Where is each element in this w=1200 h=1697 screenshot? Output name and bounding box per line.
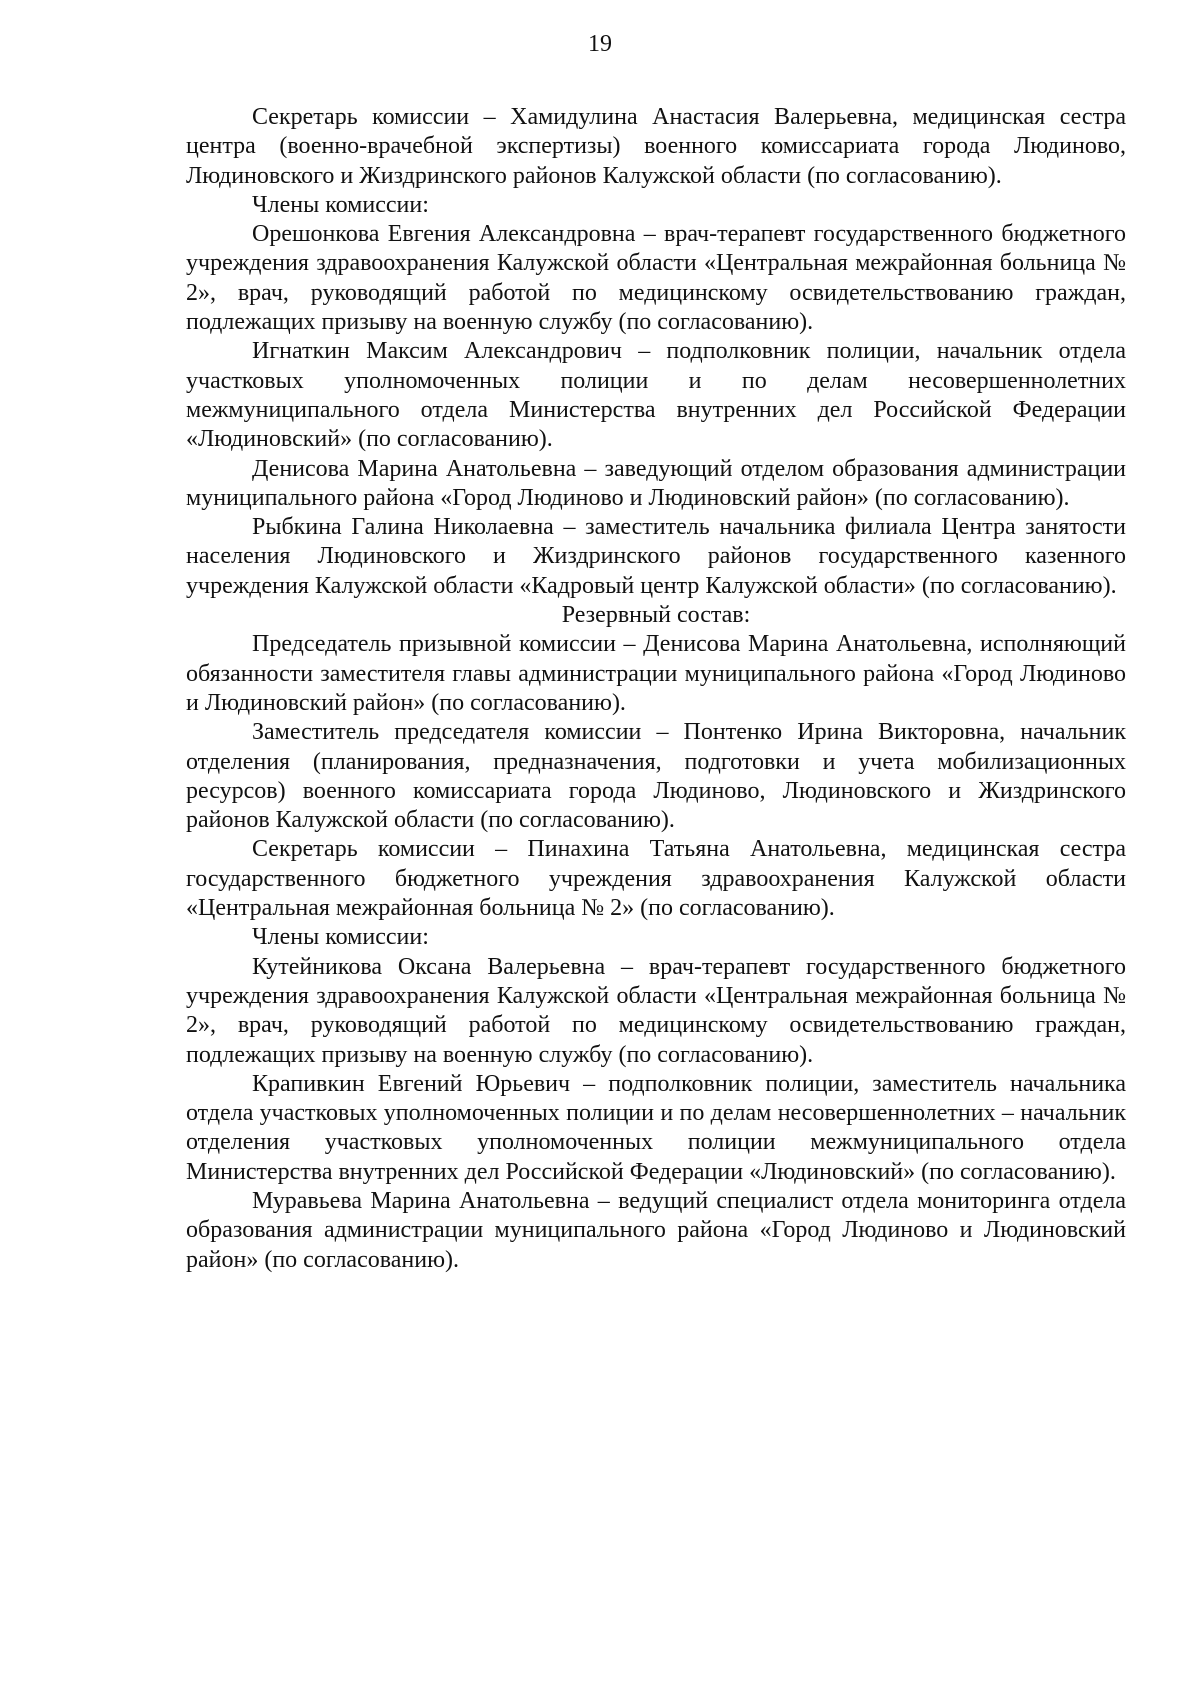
paragraph-member-denisova: Денисова Марина Анатольевна – заведующий отделом образования администрации муниципального района «Город Людиново и Людиновский район» (по согласованию). [186, 455, 1126, 511]
paragraph-reserve-member-kuteynikova: Кутейникова Оксана Валерьевна – врач-терапевт государственного бюджетного учреждения здравоохранения Калужской области «Центральная межрайонная больница № 2», врач, руководящий работой по медицинскому освидетельствованию граждан, подлежащих призыву на военную службу (по согласованию). [186, 953, 1126, 1068]
reserve-heading: Резервный состав: [561, 602, 751, 629]
paragraph-reserve-member-muravyeva: Муравьева Марина Анатольевна – ведущий специалист отдела мониторинга отдела образования администрации муниципального района «Город Людиново и Людиновский район» (по согласованию). [186, 1187, 1126, 1273]
paragraph-reserve-member-krapivkin: Крапивкин Евгений Юрьевич – подполковник полиции, заместитель начальника отдела участковых уполномоченных полиции и по делам несовершеннолетних – начальник отделения участковых уполномоченных полиции межмуниципального отдела Министерства внутренних дел Российской Федерации «Людиновский» (по согласованию). [186, 1070, 1126, 1185]
paragraph-member-rybkina: Рыбкина Галина Николаевна – заместитель начальника филиала Центра занятости населения Людиновского и Жиздринского районов государственного казенного учреждения Калужской области «Кадровый центр Калужской области» (по согласованию). [186, 514, 1126, 599]
paragraph-reserve-secretary: Секретарь комиссии – Пинахина Татьяна Анатольевна, медицинская сестра государственного бюджетного учреждения здравоохранения Калужской области «Центральная межрайонная больница № 2» (по согласованию). [186, 836, 1126, 922]
page-number: 19 [588, 31, 612, 57]
document-body [186, 103, 1126, 1275]
paragraph-reserve-chairman: Председатель призывной комиссии – Денисова Марина Анатольевна, исполняющий обязанности заместителя главы администрации муниципального района «Город Людиново и Людиновский район» (по согласованию). [186, 631, 1126, 716]
paragraph-members-heading: Члены комиссии: [252, 191, 429, 218]
paragraph-member-ignatkin: Игнаткин Максим Александрович – подполковник полиции, начальник отдела участковых уполномоченных полиции и по делам несовершеннолетних межмуниципального отдела Министерства внутренних дел Российской Федерации «Людиновский» (по согласованию). [186, 338, 1126, 453]
paragraph-main-secretary: Секретарь комиссии – Хамидулина Анастасия Валерьевна, медицинская сестра центра (военно-врачебной экспертизы) военного комиссариата города Людиново, Людиновского и Жиздринского районов Калужской области (по согласованию). [186, 104, 1126, 189]
paragraph-reserve-members-heading: Члены комиссии: [252, 924, 429, 951]
paragraph-reserve-deputy: Заместитель председателя комиссии – Понтенко Ирина Викторовна, начальник отделения (планирования, предназначения, подготовки и учета мобилизационных ресурсов) военного комиссариата города Людиново, Людиновского и Жиздринского районов Калужской области (по согласованию). [186, 719, 1126, 834]
paragraph-member-oreshonkova: Орешонкова Евгения Александровна – врач-терапевт государственного бюджетного учреждения здравоохранения Калужской области «Центральная межрайонная больница № 2», врач, руководящий работой по медицинскому освидетельствованию граждан, подлежащих призыву на военную службу (по согласованию). [186, 221, 1126, 336]
